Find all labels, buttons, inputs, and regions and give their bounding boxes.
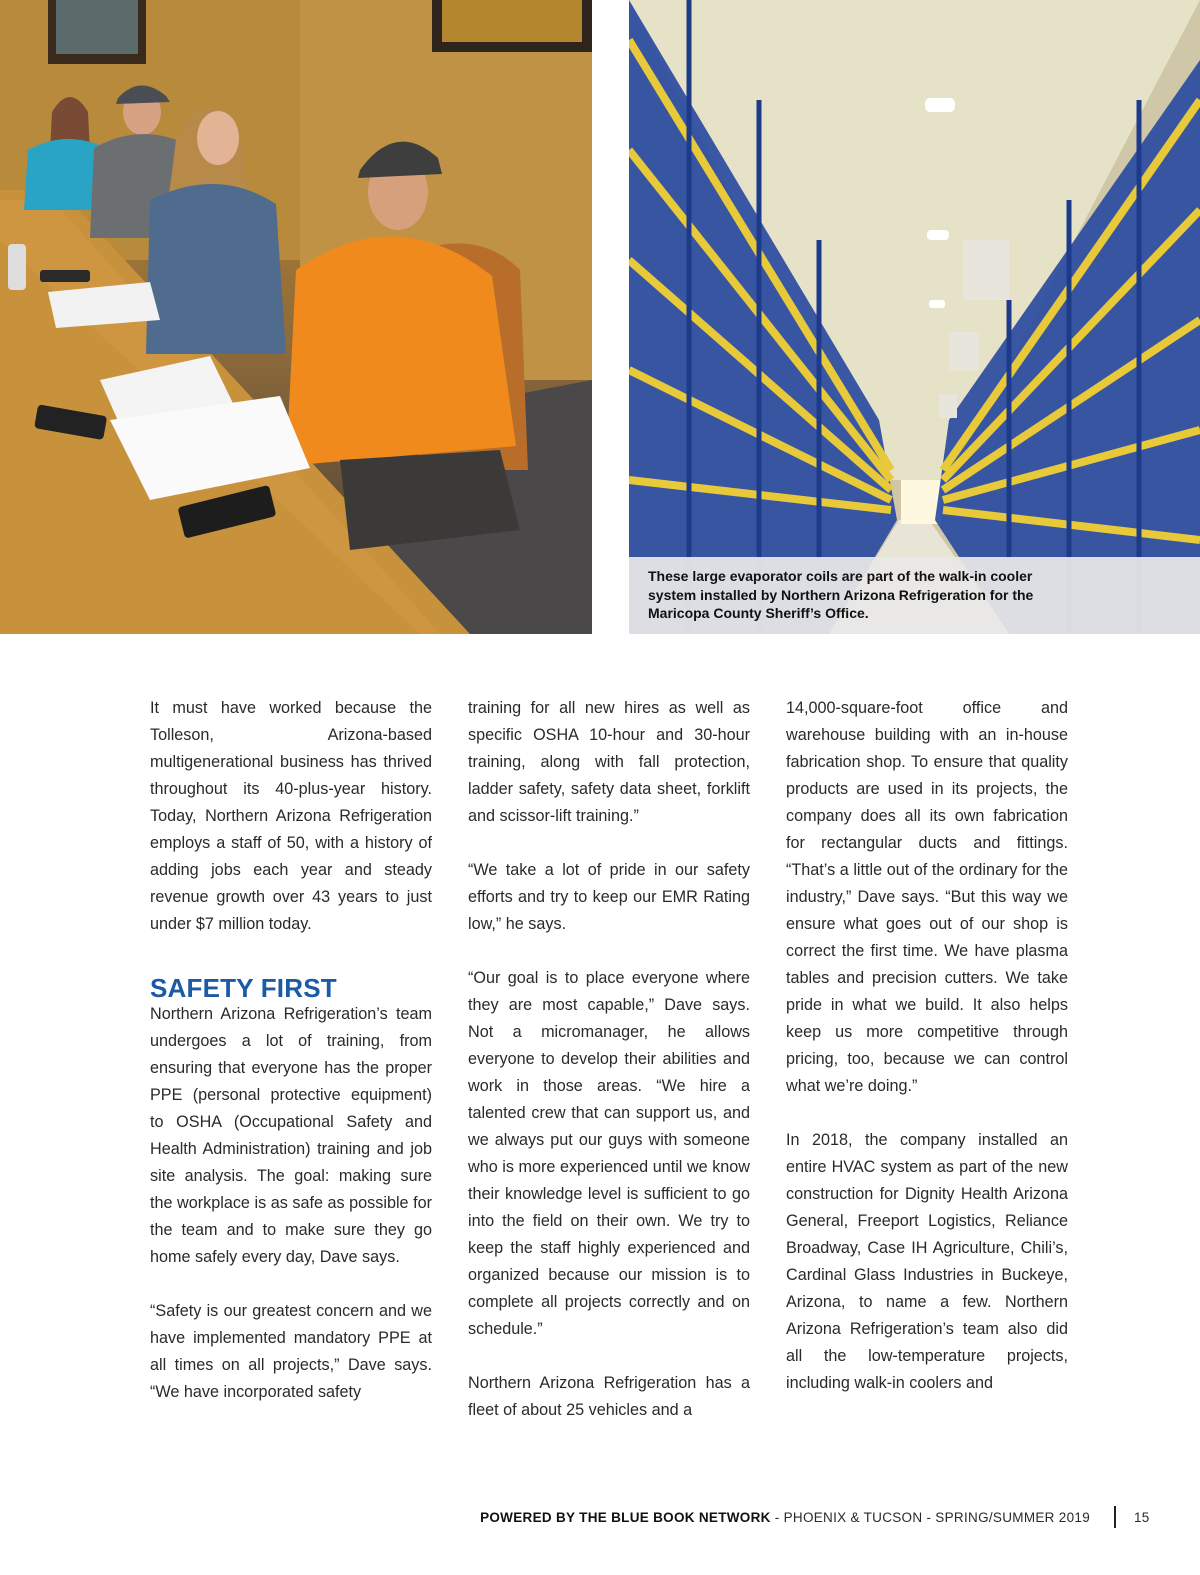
paragraph: “Our goal is to place everyone where they are most capable,” Dave says. Not a micromanager, he allows everyone to develop their abilities and work in those areas. “We hire a talented crew that can support us, and we always put our guys with someone who is more experienced until we know their knowledge level is sufficient to go into the field on their own. We try to keep the staff highly experienced and organized because our mission is to complete all projects correctly and on schedule.” bbox=[468, 969, 750, 1338]
article-column-1 bbox=[150, 695, 432, 1406]
photo-caption-box bbox=[629, 557, 1200, 634]
paragraph: In 2018, the company installed an entire HVAC system as part of the new construction for Dignity Health Arizona General, Freeport Logistics, Reliance Broadway, Case IH Agriculture, Chili’s, Cardinal Glass Industries in Buckeye, Arizona, to name a few. Northern Arizona Refrigeration’s team also did all the low-temperature projects, including walk-in coolers and bbox=[786, 1131, 1068, 1392]
paragraph: It must have worked because the Tolleson, Arizona-based multigenerational business has thrived throughout its 40-plus-year history. Today, Northern Arizona Refrigeration employs a staff of 50, with a history of adding jobs each year and steady revenue growth over 43 years to just under $7 million today. bbox=[150, 699, 432, 933]
paragraph: 14,000-square-foot office and warehouse building with an in-house fabrication shop. To ensure that quality products are used in its projects, the company does all its own fabrication for rectangular ducts and fittings. “That’s a little out of the ordinary for the industry,” Dave says. “But this way we ensure what goes out of our shop is correct the first time. We have plasma tables and precision cutters. We take pride in what we build. It also helps keep us more competitive through pricing, too, because we can control what we’re doing.” bbox=[786, 699, 1068, 1095]
team-photo bbox=[0, 0, 592, 634]
page-footer bbox=[0, 1507, 1200, 1529]
article-column-2 bbox=[468, 695, 750, 1424]
footer-edition: - PHOENIX & TUCSON - SPRING/SUMMER 2019 bbox=[770, 1510, 1090, 1525]
phone bbox=[40, 270, 90, 282]
warehouse-racks-illustration bbox=[629, 0, 1200, 634]
evaporator-coil bbox=[963, 240, 1009, 300]
evaporator-coil bbox=[939, 394, 957, 418]
article-column-3 bbox=[786, 695, 1068, 1397]
warehouse-photo bbox=[629, 0, 1200, 634]
footer-divider bbox=[1114, 1506, 1116, 1528]
paragraph: Northern Arizona Refrigeration has a fleet of about 25 vehicles and a bbox=[468, 1374, 750, 1419]
paragraph: Northern Arizona Refrigeration’s team undergoes a lot of training, from ensuring that everyone has the proper PPE (personal protective equipment) to OSHA (Occupational Safety and Health Administration) training and job site analysis. The goal: making sure the workplace is as safe as possible for the team and to make sure they go home safely every day, Dave says. bbox=[150, 1005, 432, 1266]
section-heading: SAFETY FIRST bbox=[150, 973, 337, 1003]
team-photo-illustration bbox=[0, 0, 592, 634]
page-number: 15 bbox=[1134, 1510, 1150, 1525]
footer-brand: POWERED BY THE BLUE BOOK NETWORK bbox=[480, 1510, 771, 1525]
can bbox=[8, 244, 26, 290]
photo-caption: These large evaporator coils are part of the walk-in cooler system installed by Northern Arizona Refrigeration for the Maricopa County Sheriff’s Office. bbox=[648, 568, 1034, 621]
paragraph: “Safety is our greatest concern and we have implemented mandatory PPE at all times on all projects,” Dave says. “We have incorporated safety bbox=[150, 1302, 432, 1401]
footer-line bbox=[480, 1510, 1090, 1525]
paragraph: training for all new hires as well as specific OSHA 10-hour and 30-hour training, along with fall protection, ladder safety, safety data sheet, forklift and scissor-lift training.” bbox=[468, 699, 750, 825]
paragraph: “We take a lot of pride in our safety efforts and try to keep our EMR Rating low,” he says. bbox=[468, 861, 750, 933]
evaporator-coil bbox=[949, 332, 979, 370]
